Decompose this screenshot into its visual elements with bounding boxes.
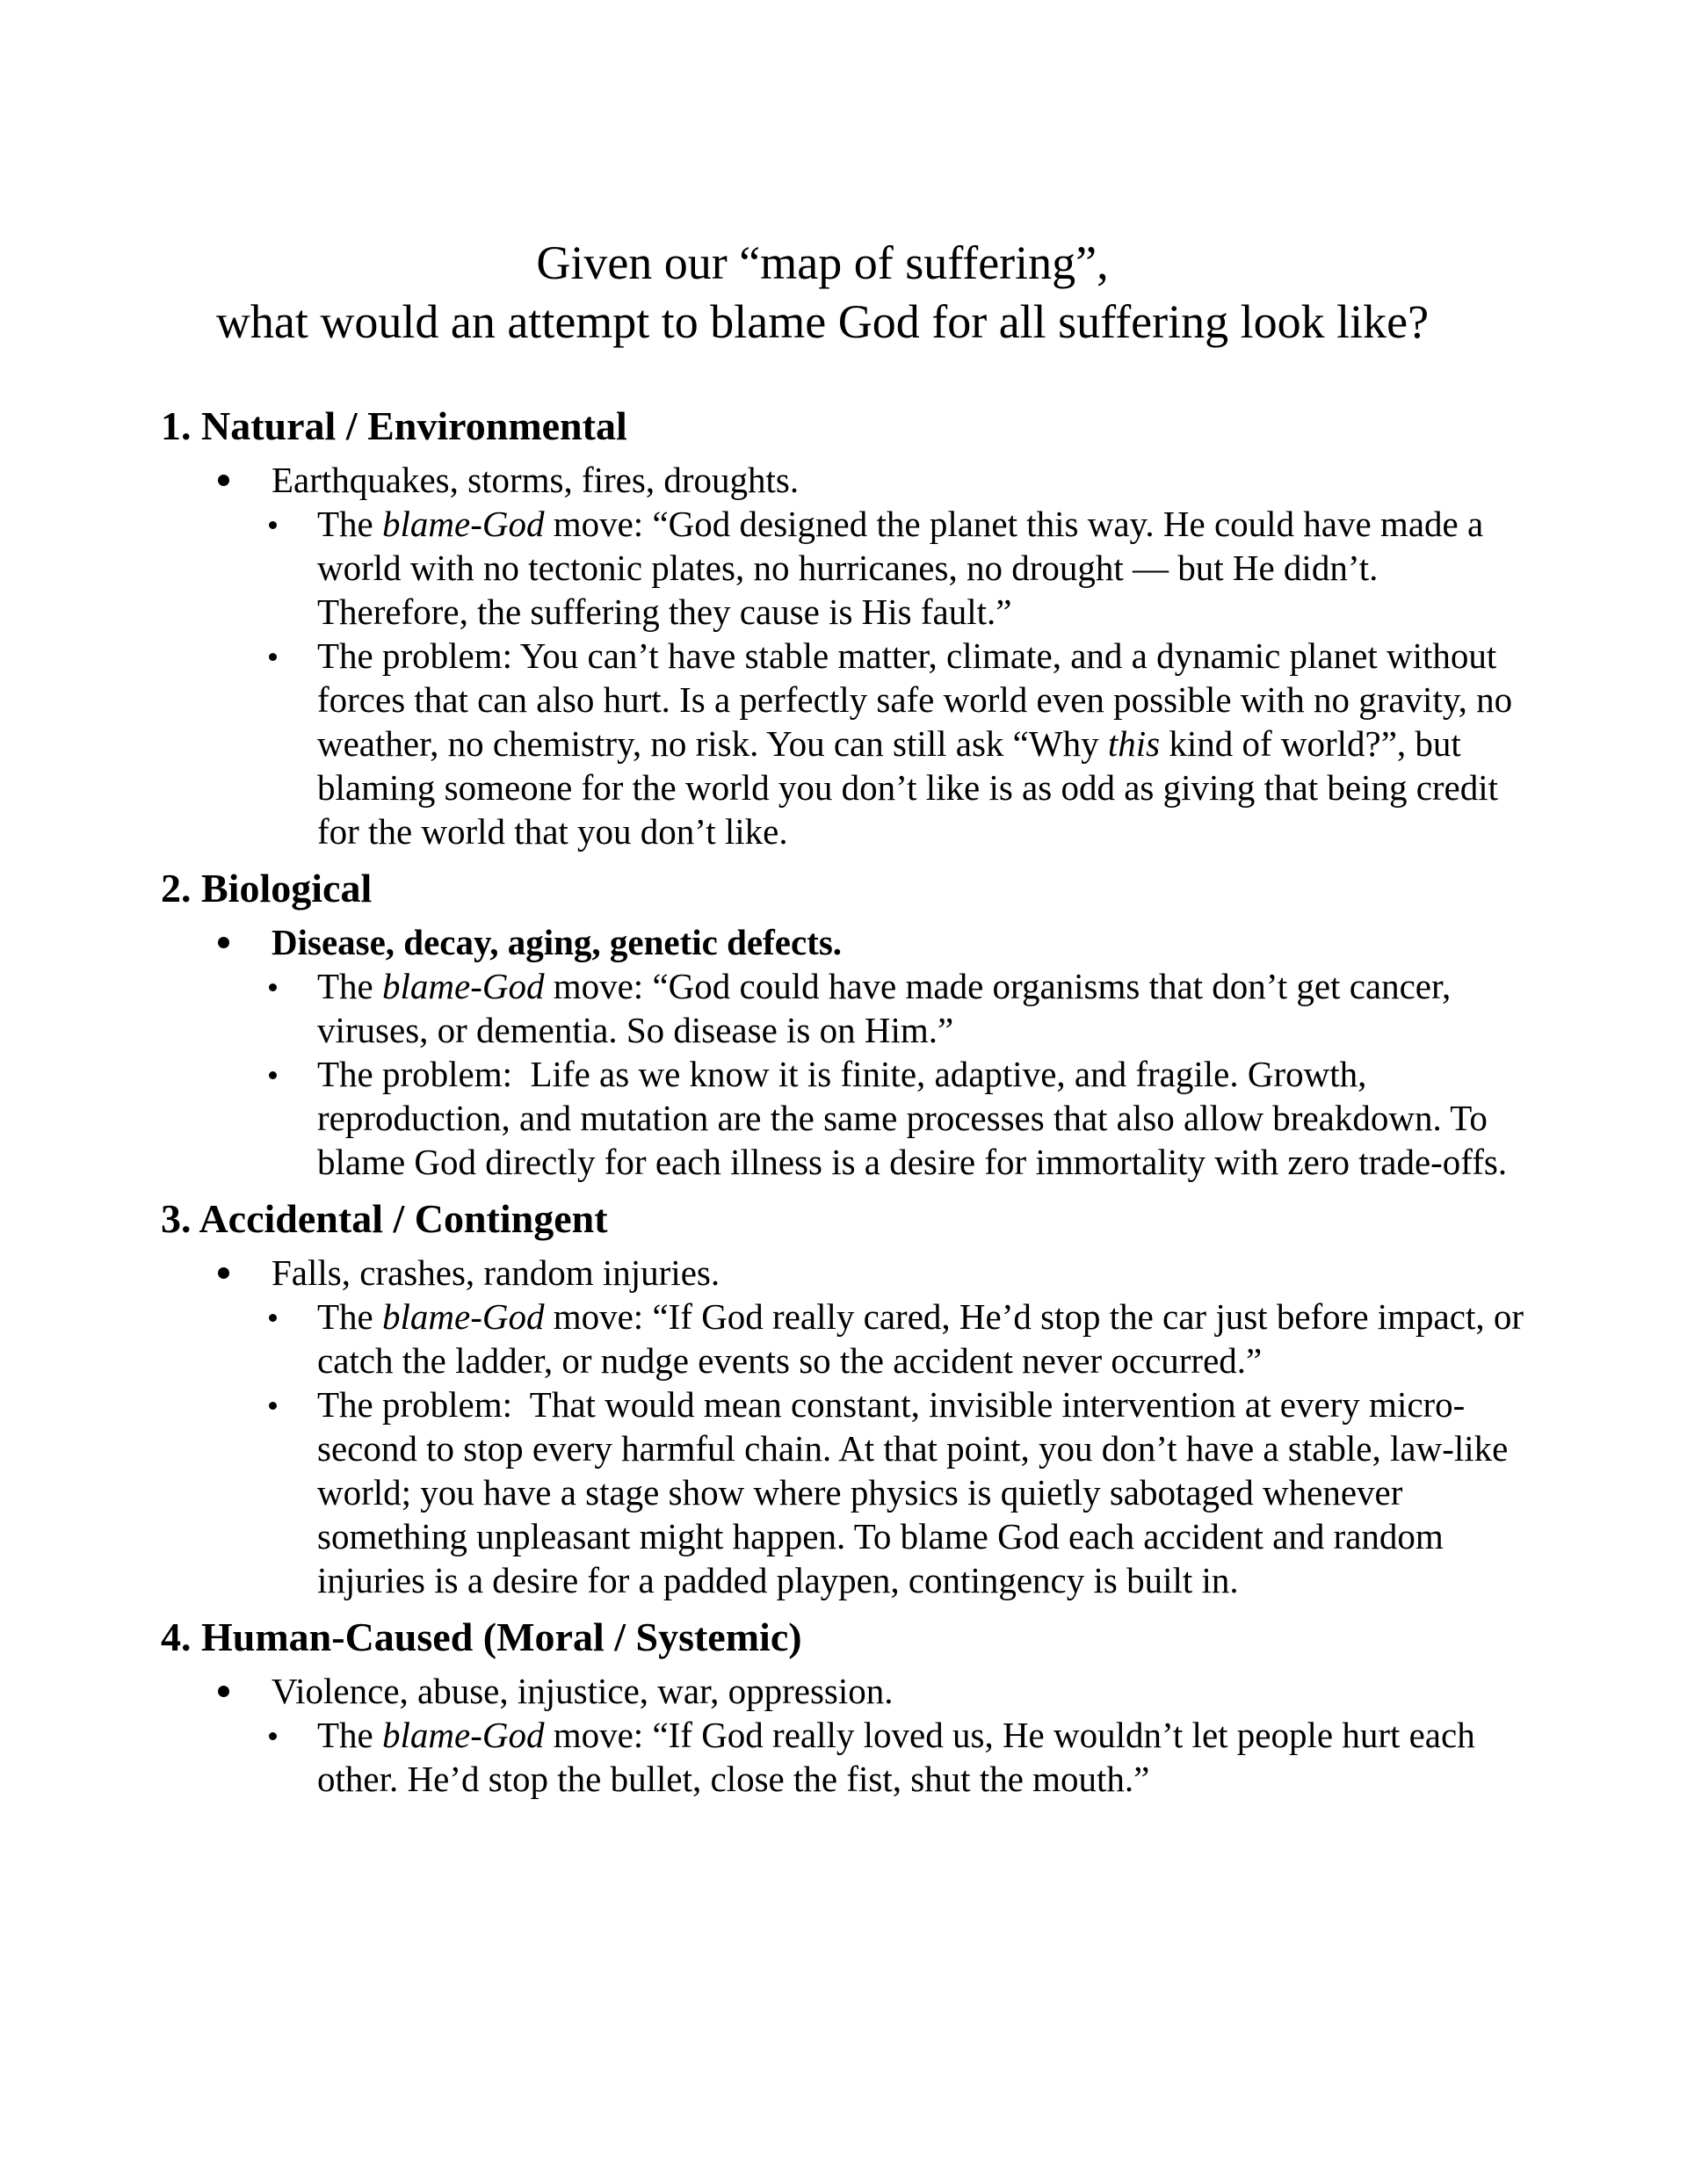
section-heading-4: 4. Human-Caused (Moral / Systemic) <box>161 1614 802 1659</box>
bullet-marker-icon <box>269 1314 277 1322</box>
list-item <box>317 1295 1526 1382</box>
section-heading-2: 2. Biological <box>161 866 373 911</box>
text-segment: The <box>317 1715 382 1755</box>
document-title-line1: Given our “map of suffering”, <box>536 236 1109 289</box>
list-item <box>272 1251 1526 1295</box>
text-segment: move: “If God really cared, He’d stop the car just before impact, or catch the ladder, or nudge events so the accident never occurred.” <box>317 1296 1524 1381</box>
bullet-marker-icon <box>218 1686 229 1697</box>
bullet-marker-icon <box>269 1732 277 1740</box>
text-segment: The problem: Life as we know it is finite, adaptive, and fragile. Growth, reproduction, and mutation are the same processes that also allow breakdown. To blame God directly for each illness is a desire for immortality with zero trade-offs. <box>317 1054 1508 1182</box>
document-title <box>81 0 1564 352</box>
bullet-marker-icon <box>218 475 229 486</box>
text-segment: Violence, abuse, injustice, war, oppression. <box>272 1671 894 1711</box>
list-item <box>272 1669 1526 1713</box>
text-segment: Disease, decay, aging, genetic defects. <box>272 922 843 962</box>
italic-text-segment: blame-God <box>382 504 545 544</box>
document-title-line2: what would an attempt to blame God for all suffering look like? <box>215 295 1430 348</box>
list-item <box>317 964 1526 1052</box>
text-segment: The <box>317 966 382 1006</box>
text-segment: Falls, crashes, random injuries. <box>272 1252 720 1293</box>
text-segment: Earthquakes, storms, fires, droughts. <box>272 460 800 500</box>
list-item <box>317 1713 1526 1801</box>
bullet-marker-icon <box>269 983 277 991</box>
bullet-marker-icon <box>269 521 277 529</box>
bullet-marker-icon <box>269 653 277 661</box>
text-segment: The <box>317 504 382 544</box>
italic-text-segment: blame-God <box>382 1296 545 1337</box>
bullet-marker-icon <box>218 937 229 948</box>
list-item <box>317 502 1526 634</box>
list-item <box>317 1382 1526 1602</box>
text-segment: move: “If God really loved us, He wouldn’t let people hurt each other. He’d stop the bullet, close the fist, shut the mouth.” <box>317 1715 1475 1799</box>
italic-text-segment: this <box>1107 723 1161 764</box>
text-segment: move: “God designed the planet this way. He could have made a world with no tectonic plates, no hurricanes, no drought — but He didn’t. Therefore, the suffering they cause is His fault.” <box>317 504 1484 632</box>
text-segment: move: “God could have made organisms that don’t get cancer, viruses, or dementia. So disease is on Him.” <box>317 966 1452 1050</box>
list-item <box>317 634 1526 853</box>
bullet-marker-icon <box>269 1402 277 1410</box>
list-item <box>272 458 1526 502</box>
text-segment: The <box>317 1296 382 1337</box>
italic-text-segment: blame-God <box>382 966 545 1006</box>
text-segment: The problem: You can’t have stable matter, climate, and a dynamic planet without forces that can also hurt. Is a perfectly safe world even possible with no gravity, no weather, no chemistry, no risk. You can still ask “Why <box>317 635 1513 764</box>
text-segment: The problem: That would mean constant, invisible intervention at every micro-second to stop every harmful chain. At that point, you don’t have a stable, law-like world; you have a stage show where physics is quietly sabotaged whenever something unpleasant might happen. To blame God each accident and random injuries is a desire for a padded playpen, contingency is built in. <box>317 1384 1509 1600</box>
bullet-marker-icon <box>218 1267 229 1279</box>
text-segment: kind of world?”, but blaming someone for the world you don’t like is as odd as giving that being credit for the world that you don’t like. <box>317 723 1499 852</box>
document-body <box>0 400 1687 1801</box>
list-item <box>272 920 1526 964</box>
italic-text-segment: blame-God <box>382 1715 545 1755</box>
bullet-marker-icon <box>269 1071 277 1079</box>
list-item <box>317 1052 1526 1184</box>
section-heading-1: 1. Natural / Environmental <box>161 403 627 448</box>
section-heading-3: 3. Accidental / Contingent <box>161 1196 608 1241</box>
